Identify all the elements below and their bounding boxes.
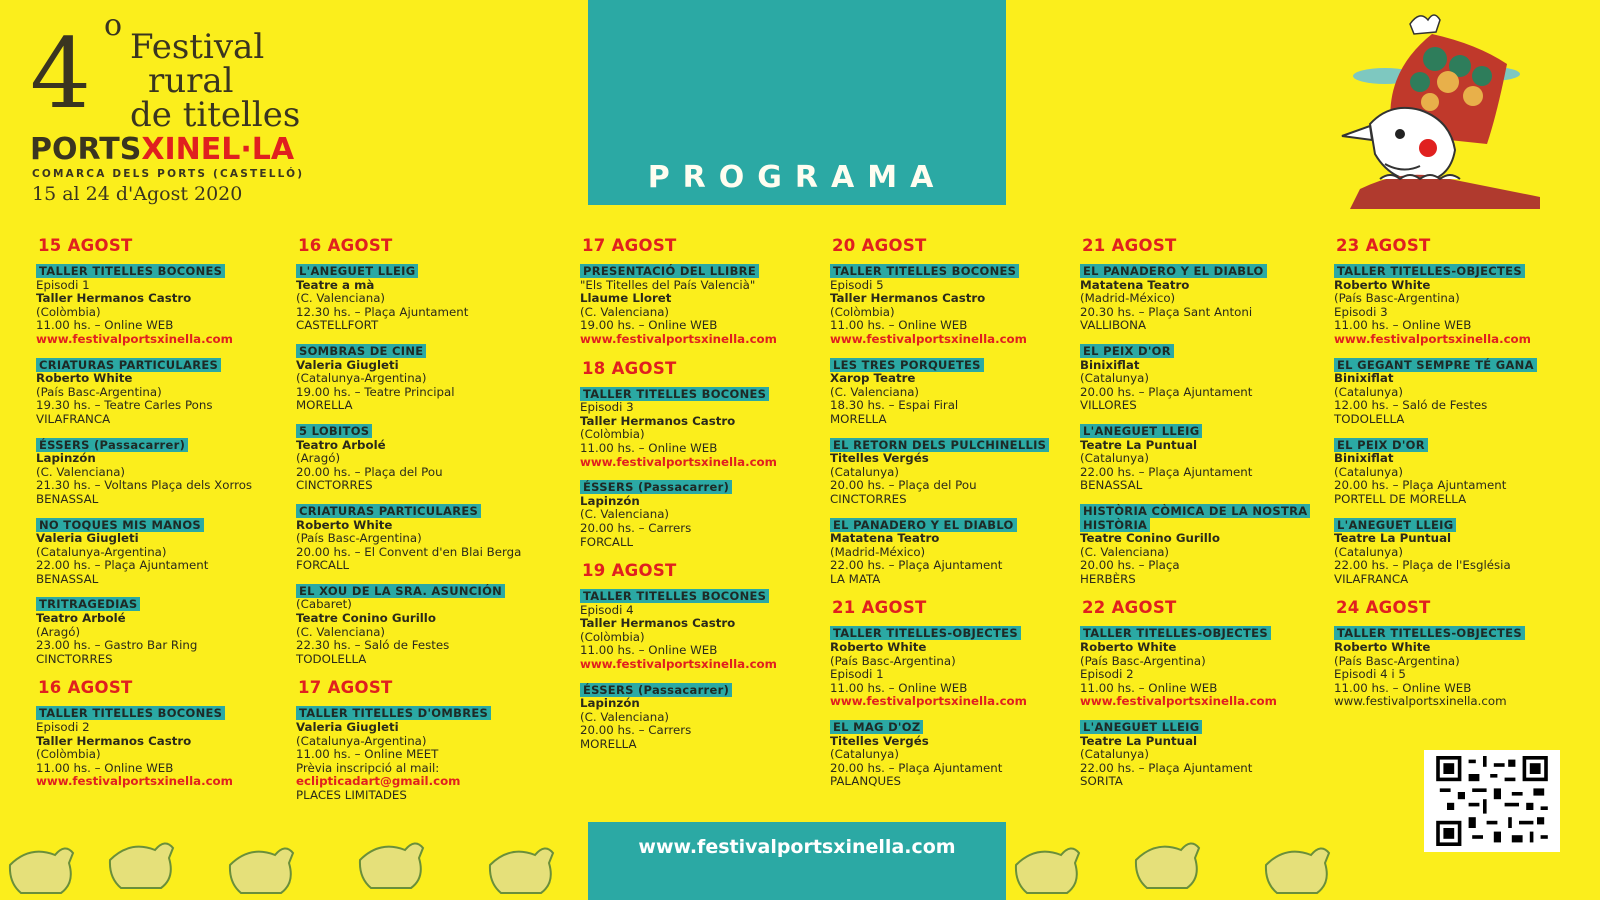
event-detail: (Colòmbia) <box>580 629 645 644</box>
day-heading: 21 AGOST <box>832 598 927 618</box>
event-link[interactable]: www.festivalportsxinella.com <box>580 454 777 469</box>
event-detail: (Cabaret) <box>296 597 352 612</box>
event-detail: FORCALL <box>580 534 634 549</box>
event-category: TALLER TITELLES D'OMBRES <box>296 706 491 720</box>
event-category: TALLER TITELLES BOCONES <box>580 387 769 401</box>
event-entry <box>1080 721 1330 789</box>
event-detail: Episodi 2 <box>36 720 90 735</box>
event-detail: Episodi 3 <box>580 400 634 415</box>
event-detail: FORCALL <box>296 558 350 573</box>
event-detail: 19.00 hs. – Teatre Principal <box>296 384 455 399</box>
event-detail: (País Basc-Argentina) <box>36 384 162 399</box>
day-heading: 21 AGOST <box>1082 236 1177 255</box>
performer-name: Teatre La Puntual <box>1080 733 1198 748</box>
qr-code-icon <box>1430 756 1554 846</box>
event-detail: (Aragó) <box>296 451 341 466</box>
event-detail: BENASSAL <box>36 491 99 506</box>
event-detail: 20.00 hs. – Plaça del Pou <box>296 464 443 479</box>
event-category: TALLER TITELLES-OBJECTES <box>1334 264 1525 278</box>
event-category: TALLER TITELLES BOCONES <box>830 264 1019 278</box>
event-link[interactable]: www.festivalportsxinella.com <box>36 774 233 789</box>
edition-ordinal: o <box>104 8 123 43</box>
festival-logo <box>30 8 370 208</box>
event-detail: Episodi 2 <box>1080 667 1134 682</box>
event-category: L'ANEGUET LLEIG <box>1334 518 1456 532</box>
goat-decoration-left <box>0 820 588 900</box>
event-entry <box>36 439 286 507</box>
event-detail: PORTELL DE MORELLA <box>1334 491 1467 506</box>
event-detail: (C. Valenciana) <box>580 709 670 724</box>
performer-name: Valeria Giugleti <box>36 531 139 546</box>
event-detail: 11.00 hs. – Online WEB <box>580 643 718 658</box>
event-detail: PALANQUES <box>830 774 902 789</box>
performer-name: Roberto White <box>1334 640 1431 655</box>
event-detail: www.festivalportsxinella.com <box>1334 694 1507 709</box>
event-detail: 22.00 hs. – Plaça de l'Església <box>1334 558 1511 573</box>
event-entry <box>580 684 830 752</box>
event-entry <box>580 481 830 549</box>
event-category: CRIATURAS PARTICULARES <box>36 358 221 372</box>
event-entry <box>1080 345 1330 413</box>
event-category: L'ANEGUET LLEIG <box>1080 424 1202 438</box>
event-detail: Prèvia inscripció al mail: <box>296 760 440 775</box>
performer-name: Teatre La Puntual <box>1334 531 1452 546</box>
event-detail: MORELLA <box>296 398 353 413</box>
event-detail: 11.00 hs. – Online WEB <box>1334 318 1472 333</box>
event-detail: 11.00 hs. – Online WEB <box>1080 680 1218 695</box>
performer-name: Lapinzón <box>36 451 96 466</box>
event-link[interactable]: www.festivalportsxinella.com <box>580 331 777 346</box>
event-detail: (Madrid-México) <box>1080 291 1176 306</box>
event-detail: Episodi 5 <box>830 277 884 292</box>
schedule-column-1 <box>36 234 286 801</box>
event-detail: 18.30 hs. – Espai Firal <box>830 398 959 413</box>
event-detail: 22.00 hs. – Plaça Ajuntament <box>830 558 1003 573</box>
event-category: EL PEIX D'OR <box>1080 344 1174 358</box>
event-detail: 20.00 hs. – Plaça del Pou <box>830 478 977 493</box>
event-detail: BENASSAL <box>36 571 99 586</box>
event-detail: VALLIBONA <box>1080 318 1147 333</box>
event-detail: (Catalunya) <box>1334 384 1403 399</box>
event-detail: (Catalunya-Argentina) <box>296 733 427 748</box>
event-detail: (País Basc-Argentina) <box>296 531 422 546</box>
performer-name: Roberto White <box>830 640 927 655</box>
event-detail: (Colòmbia) <box>830 304 895 319</box>
performer-name: Valeria Giugleti <box>296 720 399 735</box>
day-heading: 17 AGOST <box>298 678 393 698</box>
website-url[interactable]: www.festivalportsxinella.com <box>638 836 956 858</box>
event-detail: (Catalunya) <box>830 747 899 762</box>
event-detail: 19.00 hs. – Online WEB <box>580 318 718 333</box>
event-detail: 20.00 hs. – Plaça Ajuntament <box>1334 478 1507 493</box>
event-detail: MORELLA <box>580 737 637 752</box>
event-detail: (C. Valenciana) <box>36 464 126 479</box>
performer-name: Taller Hermanos Castro <box>36 291 192 306</box>
event-detail: PLACES LIMITADES <box>296 788 407 802</box>
event-detail: (Madrid-México) <box>830 544 926 559</box>
region-text: COMARCA DELS PORTS (CASTELLÓ) <box>32 168 305 180</box>
day-heading: 24 AGOST <box>1336 598 1431 618</box>
event-detail: (Catalunya) <box>1080 747 1149 762</box>
performer-name: Valeria Giugleti <box>296 357 399 372</box>
performer-name: Roberto White <box>36 371 133 386</box>
day-heading: 23 AGOST <box>1336 236 1431 255</box>
event-detail: CASTELLFORT <box>296 318 379 333</box>
performer-name: Taller Hermanos Castro <box>580 413 736 428</box>
event-detail: TODOLELLA <box>1334 411 1405 426</box>
event-category: EL RETORN DELS PULCHINELLIS <box>830 438 1049 452</box>
event-detail: (Aragó) <box>36 624 81 639</box>
event-category: EL PEIX D'OR <box>1334 438 1428 452</box>
event-detail: 11.00 hs. – Online WEB <box>580 440 718 455</box>
event-category: ÉSSERS (Passacarrer) <box>36 438 188 452</box>
event-entry <box>830 265 1080 347</box>
event-detail: Episodi 3 <box>1334 304 1388 319</box>
event-link[interactable]: www.festivalportsxinella.com <box>830 694 1027 709</box>
event-category: TALLER TITELLES-OBJECTES <box>1080 626 1271 640</box>
programa-title: PROGRAMA <box>647 160 947 195</box>
event-category: TALLER TITELLES-OBJECTES <box>830 626 1021 640</box>
event-category: HISTÒRIA CÒMICA DE LA NOSTRA HISTÒRIA <box>1080 504 1310 532</box>
event-entry <box>1334 359 1584 427</box>
performer-name: Titelles Vergés <box>830 451 929 466</box>
day-heading: 22 AGOST <box>1082 598 1177 618</box>
event-detail: (Catalunya-Argentina) <box>296 371 427 386</box>
brand-part-b: XINEL·LA <box>141 132 295 167</box>
event-category: EL MAG D'OZ <box>830 720 923 734</box>
event-entry <box>1334 519 1584 587</box>
event-detail: CINCTORRES <box>296 478 373 493</box>
performer-name: Teatre Conino Gurillo <box>296 611 436 626</box>
performer-name: Roberto White <box>1334 277 1431 292</box>
event-detail: 22.30 hs. – Saló de Festes <box>296 638 450 653</box>
performer-name: Teatre La Puntual <box>1080 437 1198 452</box>
event-detail: 19.30 hs. – Teatre Carles Pons <box>36 398 213 413</box>
event-detail: "Els Titelles del País Valencià" <box>580 277 756 292</box>
event-entry <box>36 598 286 666</box>
event-detail: (C. Valenciana) <box>296 291 386 306</box>
event-category: TRITRAGEDIAS <box>36 597 140 611</box>
event-detail: (Catalunya) <box>830 464 899 479</box>
brand-name <box>30 132 294 167</box>
event-category: EL GEGANT SEMPRE TÉ GANA <box>1334 358 1537 372</box>
event-entry <box>1080 505 1330 587</box>
performer-name: Taller Hermanos Castro <box>580 616 736 631</box>
event-detail: (C. Valenciana) <box>1080 544 1170 559</box>
event-entry <box>830 721 1080 789</box>
event-entry <box>296 707 546 802</box>
event-detail: MORELLA <box>830 411 887 426</box>
event-detail: 11.00 hs. – Online WEB <box>830 318 968 333</box>
event-detail: Episodi 4 i 5 <box>1334 667 1406 682</box>
event-detail: (Colòmbia) <box>36 304 101 319</box>
event-category: TALLER TITELLES BOCONES <box>36 706 225 720</box>
schedule-column-5 <box>1080 234 1330 801</box>
event-entry <box>36 359 286 427</box>
event-link[interactable]: www.festivalportsxinella.com <box>1080 694 1277 709</box>
event-entry <box>580 265 830 347</box>
event-detail: HERBÈRS <box>1080 571 1136 586</box>
event-link[interactable]: eclipticadart@gmail.com <box>296 774 461 789</box>
event-detail: 23.00 hs. – Gastro Bar Ring <box>36 638 198 653</box>
event-detail: CINCTORRES <box>36 651 113 666</box>
event-detail: 20.00 hs. – Carrers <box>580 520 692 535</box>
event-category: EL PANADERO Y EL DIABLO <box>1080 264 1267 278</box>
event-category: TALLER TITELLES BOCONES <box>580 589 769 603</box>
event-detail: 20.00 hs. – Plaça <box>1080 558 1180 573</box>
schedule-column-6 <box>1334 234 1584 721</box>
day-heading: 20 AGOST <box>832 236 927 255</box>
edition-number: 4 <box>30 18 92 130</box>
puppet-mascot-illustration <box>1340 4 1570 209</box>
event-entry <box>36 707 286 789</box>
event-entry <box>1080 627 1330 709</box>
performer-name: Llaume Lloret <box>580 291 672 306</box>
event-entry <box>296 425 546 493</box>
event-detail: (C. Valenciana) <box>296 624 386 639</box>
event-detail: (Catalunya) <box>1334 544 1403 559</box>
event-entry <box>1080 425 1330 493</box>
event-detail: Episodi 1 <box>36 277 90 292</box>
event-detail: 21.30 hs. – Voltans Plaça dels Xorros <box>36 478 253 493</box>
website-banner <box>588 822 1006 900</box>
event-entry <box>830 359 1080 427</box>
title-line-1: Festival <box>130 27 265 67</box>
performer-name: Matatena Teatro <box>830 531 940 546</box>
event-detail: (C. Valenciana) <box>580 304 670 319</box>
event-entry <box>1080 265 1330 333</box>
festival-dates: 15 al 24 d'Agost 2020 <box>32 183 243 205</box>
event-detail: 11.00 hs. – Online WEB <box>1334 680 1472 695</box>
event-detail: 20.30 hs. – Plaça Sant Antoni <box>1080 304 1253 319</box>
performer-name: Lapinzón <box>580 696 640 711</box>
event-detail: (Catalunya) <box>1080 451 1149 466</box>
event-entry <box>580 590 830 672</box>
event-category: L'ANEGUET LLEIG <box>1080 720 1202 734</box>
event-link[interactable]: www.festivalportsxinella.com <box>580 657 777 672</box>
event-detail: VILLORES <box>1080 398 1137 413</box>
event-detail: 12.30 hs. – Plaça Ajuntament <box>296 304 469 319</box>
day-heading: 16 AGOST <box>298 236 393 255</box>
event-detail: SORITA <box>1080 774 1123 789</box>
performer-name: Lapinzón <box>580 493 640 508</box>
event-category: TALLER TITELLES-OBJECTES <box>1334 626 1525 640</box>
event-link[interactable]: www.festivalportsxinella.com <box>830 331 1027 346</box>
event-category: LES TRES PORQUETES <box>830 358 984 372</box>
event-entry <box>296 505 546 573</box>
performer-name: Titelles Vergés <box>830 733 929 748</box>
schedule-column-4 <box>830 234 1080 801</box>
event-entry <box>580 388 830 470</box>
event-detail: 20.00 hs. – Carrers <box>580 723 692 738</box>
performer-name: Matatena Teatro <box>1080 277 1190 292</box>
event-entry <box>296 585 546 667</box>
event-detail: (País Basc-Argentina) <box>1334 291 1460 306</box>
event-category: TALLER TITELLES BOCONES <box>36 264 225 278</box>
event-detail: 12.00 hs. – Saló de Festes <box>1334 398 1488 413</box>
event-category: 5 LOBITOS <box>296 424 372 438</box>
schedule-column-2 <box>296 234 546 815</box>
event-detail: 22.00 hs. – Plaça Ajuntament <box>1080 464 1253 479</box>
event-detail: 11.00 hs. – Online WEB <box>36 760 174 775</box>
event-detail: VILAFRANCA <box>36 411 111 426</box>
event-detail: 11.00 hs. – Online WEB <box>36 318 174 333</box>
event-detail: 20.00 hs. – Plaça Ajuntament <box>830 760 1003 775</box>
event-entry <box>1334 439 1584 507</box>
event-entry <box>1334 627 1584 709</box>
day-heading: 15 AGOST <box>38 236 133 255</box>
event-detail: 22.00 hs. – Plaça Ajuntament <box>36 558 209 573</box>
performer-name: Teatre a mà <box>296 277 375 292</box>
event-detail: 20.00 hs. – El Convent d'en Blai Berga <box>296 544 522 559</box>
event-detail: TODOLELLA <box>296 651 367 666</box>
performer-name: Roberto White <box>296 517 393 532</box>
event-detail: 11.00 hs. – Online MEET <box>296 747 439 762</box>
performer-name: Binixiflat <box>1334 371 1394 386</box>
goat-decoration-right <box>1006 820 1424 900</box>
event-entry <box>36 519 286 587</box>
performer-name: Teatre Conino Gurillo <box>1080 531 1220 546</box>
title-line-3: de titelles <box>130 95 301 135</box>
event-detail: (Colòmbia) <box>36 747 101 762</box>
event-detail: 22.00 hs. – Plaça Ajuntament <box>1080 760 1253 775</box>
performer-name: Binixiflat <box>1334 451 1394 466</box>
event-entry <box>296 345 546 413</box>
event-detail: (Catalunya) <box>1334 464 1403 479</box>
performer-name: Taller Hermanos Castro <box>830 291 986 306</box>
event-entry <box>1334 265 1584 347</box>
day-heading: 17 AGOST <box>582 236 677 255</box>
event-category: ÉSSERS (Passacarrer) <box>580 480 732 494</box>
event-entry <box>830 519 1080 587</box>
performer-name: Xarop Teatre <box>830 371 916 386</box>
event-detail: (Colòmbia) <box>580 427 645 442</box>
event-category: NO TOQUES MIS MANOS <box>36 518 204 532</box>
qr-code <box>1424 750 1560 852</box>
event-detail: 11.00 hs. – Online WEB <box>830 680 968 695</box>
event-category: ÉSSERS (Passacarrer) <box>580 683 732 697</box>
event-detail: LA MATA <box>830 571 881 586</box>
event-detail: (País Basc-Argentina) <box>1080 653 1206 668</box>
brand-part-a: PORTS <box>30 132 142 167</box>
event-category: EL XOU DE LA SRA. ASUNCIÓN <box>296 584 505 598</box>
performer-name: Roberto White <box>1080 640 1177 655</box>
performer-name: Binixiflat <box>1080 357 1140 372</box>
event-category: L'ANEGUET LLEIG <box>296 264 418 278</box>
programa-banner <box>588 0 1006 205</box>
day-heading: 19 AGOST <box>582 561 677 581</box>
event-detail: (C. Valenciana) <box>580 507 670 522</box>
day-heading: 18 AGOST <box>582 358 677 378</box>
event-detail: 20.00 hs. – Plaça Ajuntament <box>1080 384 1253 399</box>
schedule-column-3 <box>580 234 830 764</box>
performer-name: Taller Hermanos Castro <box>36 733 192 748</box>
event-category: SOMBRAS DE CINE <box>296 344 426 358</box>
event-link[interactable]: www.festivalportsxinella.com <box>1334 331 1531 346</box>
performer-name: Teatro Arbolé <box>296 437 386 452</box>
event-detail: CINCTORRES <box>830 491 907 506</box>
event-detail: (País Basc-Argentina) <box>830 653 956 668</box>
event-detail: (País Basc-Argentina) <box>1334 653 1460 668</box>
event-entry <box>296 265 546 333</box>
event-category: EL PANADERO Y EL DIABLO <box>830 518 1017 532</box>
event-detail: (C. Valenciana) <box>830 384 920 399</box>
performer-name: Teatro Arbolé <box>36 611 126 626</box>
title-line-2: rural <box>148 61 234 101</box>
event-detail: Episodi 1 <box>830 667 884 682</box>
event-detail: (Catalunya) <box>1080 371 1149 386</box>
event-category: CRIATURAS PARTICULARES <box>296 504 481 518</box>
event-link[interactable]: www.festivalportsxinella.com <box>36 331 233 346</box>
day-heading: 16 AGOST <box>38 678 133 698</box>
event-category: PRESENTACIÓ DEL LLIBRE <box>580 264 759 278</box>
event-detail: BENASSAL <box>1080 478 1143 493</box>
event-detail: VILAFRANCA <box>1334 571 1409 586</box>
event-detail: (Catalunya-Argentina) <box>36 544 167 559</box>
event-entry <box>830 627 1080 709</box>
event-detail: Episodi 4 <box>580 602 634 617</box>
event-entry <box>36 265 286 347</box>
event-entry <box>830 439 1080 507</box>
